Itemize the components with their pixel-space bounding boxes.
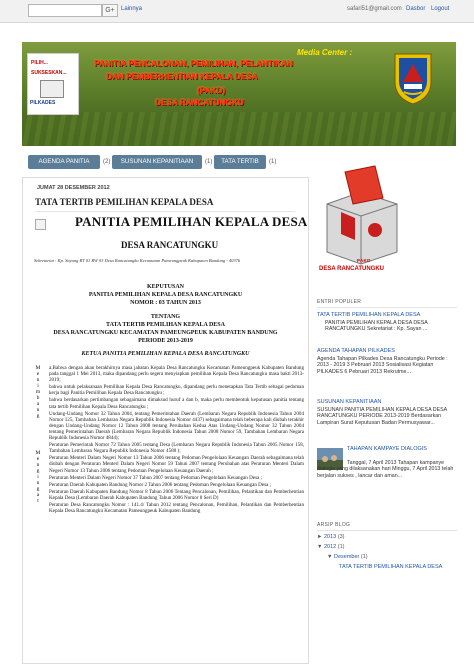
about-line-4: PERIODE 2013-2019	[138, 338, 193, 344]
tab-susunan-kepanitiaan[interactable]: SUSUNAN KEPANITIAAN	[112, 155, 202, 169]
decree-line-1: KEPUTUSAN	[146, 284, 184, 290]
popular-heading: ENTRI POPULER	[317, 299, 362, 305]
tab-susunan-count: (1)	[205, 159, 213, 165]
label-menimbang: M e n i m b a n g	[35, 365, 41, 419]
decree-body	[49, 365, 304, 515]
paragraph: Peraturan Menteri Dalam Negeri Nomor 37 Tahun 2007 tentang Pedoman Pengelolaan Keuangan Desa ;	[49, 474, 262, 481]
banner-line-2: DAN PEMBERHENTIAN KEPALA DESA	[106, 72, 258, 81]
decree-line-3: NOMOR : 03 TAHUN 2013	[130, 300, 201, 306]
media-center-label: Media Center :	[297, 48, 353, 57]
paragraph: Peraturan Daerah Kabupaten Bandung Nomor 2 Tahun 2006 tentang Pedoman Pengelolaan Keuangan Desa ;	[49, 481, 272, 488]
archive-month-desember[interactable]: ▼ Desember (1)	[327, 554, 368, 560]
ballot-label: PAKD	[357, 258, 371, 263]
decree-line-2: PANITIA PEMILIHAN KEPALA DESA RANCATUNGKU	[88, 292, 243, 298]
popular-link-1[interactable]: TATA TERTIB PEMILIHAN KEPALA DESA	[317, 312, 421, 318]
banner-line-3: (PAKD)	[197, 86, 226, 95]
user-email: safari51@gmail.com	[347, 6, 402, 12]
about-line-3: DESA RANCATUNGKU KECAMATAN PAMEUNGPEUK KABUPATEN BANDUNG	[53, 330, 278, 336]
ballot-box-icon	[40, 80, 64, 98]
google-plus-button[interactable]: G+	[102, 4, 118, 17]
archive-post-link[interactable]: TATA TERTIB PEMILIHAN KEPALA DESA	[339, 564, 443, 570]
more-link[interactable]: Lainnya	[121, 6, 143, 12]
popular-link-3[interactable]: SUSUNAN KEPANITIAAN	[317, 399, 382, 405]
paragraph: Peraturan Pemerintah Nomor 72 Tahun 2005 tentang Desa (Lembaran Negara Republik Indonesia Tahun 2005 Nomor 158, Tambahan Lembaran Negara Republik Indonesia Nomor 4588 );	[49, 442, 304, 455]
divider	[35, 211, 295, 212]
post-date: JUMAT 28 DESEMBER 2012	[37, 185, 110, 191]
header-banner[interactable]	[22, 42, 456, 146]
bandung-crest-icon	[392, 52, 434, 106]
popular-link-2[interactable]: AGENDA TAHAPAN PILKADES	[317, 348, 395, 354]
divider	[317, 530, 457, 531]
dashboard-link[interactable]: Dasbor	[406, 6, 426, 12]
banner-line-4: DESA RANCATUNGKU	[155, 98, 244, 107]
popular-excerpt-4: Tanggal, 7 April 2013 Tahapan kampanye dialogis yang dilaksanakan hari Minggu, 7 April 2013 telah berjalan sukses , lancar dan aman...	[317, 460, 454, 479]
paragraph: bahwa untuk pelaksanaan Pemilihan Kepala Desa Rancatungku, dipandang perlu menetapkan Tata Tertib sebagai pedoman kerja bagi Panitia Pemilihan Kepala Desa Rancatungku ;	[49, 384, 304, 397]
post-title[interactable]: TATA TERTIB PEMILIHAN KEPALA DESA	[35, 197, 214, 207]
tab-agenda-panitia[interactable]: AGENDA PANITIA	[28, 155, 100, 169]
ballot-caption: DESA RANCATUNGKU	[319, 266, 384, 272]
broken-image-icon	[35, 219, 46, 230]
archive-year-2013[interactable]: ► 2013 (3)	[317, 534, 345, 540]
paragraph: bahwa berdasarkan pertimbangan sebagaimana dimaksud huruf a dan b, maka perlu membentuk keputusan panitia tentang tata tertib Pemilihan Kepala Desa Rancatungku ;	[49, 397, 304, 410]
tab-agenda-count: (2)	[103, 159, 111, 165]
about-line-2: TATA TERTIB PEMILIHAN KEPALA DESA	[106, 322, 225, 328]
popular-link-4[interactable]: TAHAPAN KAMPAYE DIALOGIS	[347, 446, 427, 452]
divider	[317, 307, 457, 308]
rice-field-image	[22, 112, 456, 146]
expand-arrow-icon: ►	[317, 534, 324, 540]
collapse-arrow-icon: ▼	[317, 544, 324, 550]
popular-excerpt-3: SUSUNAN PANITIA PEMILIHAN KEPALA DESA DESA RANCATUNGKU PERIODE 2013-2019 Berdasarkan Lampiran Surat Keputusan Badan Permusyawar...	[317, 407, 447, 426]
archive-heading: ARSIP BLOG	[317, 522, 351, 528]
paragraph: Peraturan Daerah Kabupaten Bandung Nomor 8 Tahun 2006 Tentang Pencalonan, Pemilihan, Pelantikan dan Pemberhentian Kepala Desa (Lembaran Daerah Kabupaten Bandung Tahun 2006 Nomor 8 Seri D)	[49, 488, 304, 501]
search-input[interactable]	[28, 4, 102, 17]
paragraph: Peraturan Desa Rancatungku Nomor : 141.4/ Tahun 2012 tentang Pencalonan, Pemilihan, Pelantikan dan Pemberhentian Kepala Desa Rancatungku Kecamatan Pameungpeuk Kabupaten Bandung	[49, 501, 304, 515]
document-subtitle: DESA RANCATUNGKU	[121, 240, 219, 250]
chair-title: KETUA PANITIA PEMILIHAN KEPALA DESA RANCATUNGKU	[81, 351, 250, 357]
ballot-box-logo-icon	[317, 164, 405, 267]
secretariat-address: Sekretariat : Kp. Sayang RT 01 RW 03 Desa Rancatungku Kecamatan Pameungpeuk Kabupaten Bandung - 40376	[34, 258, 241, 263]
logout-link[interactable]: Logout	[431, 6, 450, 12]
tab-tata-tertib-count: (1)	[269, 159, 277, 165]
document-title: PANITIA PEMILIHAN KEPALA DESA	[75, 214, 308, 229]
sidebar	[313, 162, 463, 662]
archive-year-2012[interactable]: ▼ 2012 (1)	[317, 544, 345, 550]
paragraph: Peraturan Menteri Dalam Negeri Nomor 13 Tahun 2006 tentang Pedoman Pengelolaan Keuangan Daerah sebagaimana telah diubah dengan Peraturan Menteri Dalam Negeri Nomor 59 Tahun 2007 tentang Perubahan atas Peraturan Menteri Dalam Negeri Nomor 13 Tahun 2006 tentang Pedoman Pengelolaan Keuangan Daerah ;	[49, 455, 304, 474]
about-line-1: TENTANG	[150, 314, 181, 320]
popular-excerpt-2: Agenda Tahapan Pilkades Desa Rancatungku Periode : 2013 - 2019 3 Pebruari 2013 Sosialisasi Kegiatan PILKADES 6 Pebruari 2013 Rekrutme...	[317, 356, 448, 375]
paragraph: Undang-Undang Nomor 32 Tahun 2004, tentang Pemerintahan Daerah (Lembaran Negara Republik Indonesia Tahun 2004 Nomor 125, Tambahan Lembaran Negara Republik Indonesia Nomor 4437) sebagaimana telah beberapa kali diubah terakhir dengan Undang-Undang Nomor 12 Tahun 2008 tentang Perubahan Kedua Atas Undang-Undang Nomor 32 Tahun 2004 tentang Pemerintahan Daerah (Lembaran Negara Republik Indonesia Tahun 2008 Nomor 59, Tambahan Lembaran Negara Republik Indonesia Nomor 4844);	[49, 410, 304, 442]
popular-excerpt-1: PANITIA PEMILIHAN KEPALA DESA DESA RANCATUNGKU Sekretariat : Kp. Sayan ...	[325, 320, 428, 333]
banner-line-1: PANITIA PENCALONAN, PEMILIHAN, PELANTIKAN	[94, 59, 293, 68]
pilkades-logo: PILIH... SUKSESKAN... PILKADES	[27, 53, 79, 115]
main-post	[22, 177, 309, 664]
paragraph: a.Bahwa dengan akan berakhirnya masa jabatan Kepala Desa Rancatungku Kecamatan Pameungpeuk Kabupaten Bandung pada tanggal 1 Mei 2013, maka dipandang perlu segera menyiapkan pemilihan Kepala Desa Rancatungku masa bakti 2013-2019;	[49, 365, 304, 384]
tab-tata-tertib[interactable]: TATA TERTIB	[214, 155, 266, 169]
blogger-navbar	[0, 0, 474, 23]
label-mengingat: M e n g i n g a t	[35, 450, 41, 504]
collapse-arrow-icon: ▼	[327, 554, 334, 560]
